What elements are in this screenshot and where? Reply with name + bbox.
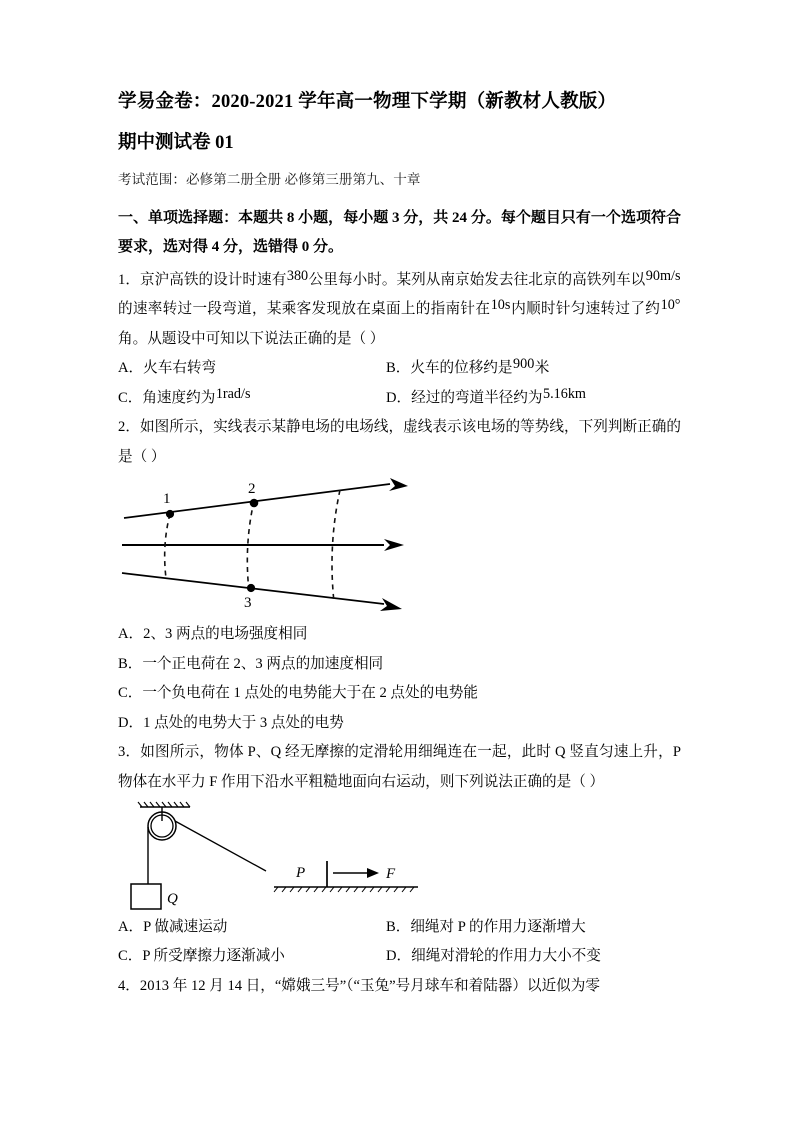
question-3-option-b[interactable] [386,913,681,942]
question-1-option-b[interactable] [386,354,681,383]
question-3-option-c[interactable] [118,942,386,971]
arrowhead-middle [384,539,404,551]
option-math: 900 [513,356,535,373]
field-point-1 [166,510,174,518]
option-label: C． [118,389,143,406]
option-text: 2、3 两点的电场强度相同 [143,626,308,643]
ceiling-support [138,802,190,807]
equipotential-line-1 [165,514,170,578]
option-label: D． [118,714,144,731]
field-point-1-label: 1 [163,491,171,508]
option-text: 细绳对 P 的作用力逐渐增大 [410,919,586,936]
force-f-arrowhead [367,868,379,878]
option-label: C． [118,685,143,702]
question-1-math-2: 90m/s [645,267,681,284]
option-text: 细绳对滑轮的作用力大小不变 [411,948,601,965]
option-text: 经过的弯道半径约为 [411,389,543,406]
option-text: P 所受摩擦力逐渐减小 [142,948,285,965]
option-text: P 做减速运动 [143,919,228,936]
option-label: A． [118,360,144,377]
option-text: 角速度约为 [142,389,216,406]
question-3-stem: 3．如图所示，物体 P、Q 经无摩擦的定滑轮用细绳连在一起，此时 Q 竖直匀速上升，P 物体在水平力 F 作用下沿水平粗糙地面向右运动，则下列说法正确的是（ ） [118,744,681,790]
option-text: 火车右转弯 [143,360,217,377]
option-math: 1rad/s [215,385,251,402]
option-label: A． [118,626,144,643]
question-1-math-1: 380 [286,267,309,284]
question-2-option-c[interactable] [118,679,681,708]
option-label: D． [386,948,412,965]
pulley-system-diagram [118,799,681,911]
field-point-3 [247,584,255,592]
field-point-2 [250,499,259,508]
exam-scope: 考试范围：必修第二册全册 必修第三册第九、十章 [118,171,421,187]
block-p-label: P [296,865,306,882]
question-1-option-d[interactable] [386,384,681,413]
question-1-math-4: 10° [660,297,681,314]
ground-surface [274,887,418,892]
question-1 [118,266,681,413]
option-label: A． [118,919,144,936]
question-2-option-b[interactable] [118,650,681,679]
question-1-option-a[interactable] [118,354,386,383]
option-text: 一个负电荷在 1 点处的电势能大于在 2 点处的电势能 [142,685,478,702]
question-2-option-a[interactable] [118,620,681,649]
question-3-option-a[interactable] [118,913,386,942]
option-text: 1 点处的电势大于 3 点处的电势 [143,714,344,731]
question-1-options [118,354,681,413]
question-4 [118,972,681,1001]
block-q [131,884,161,909]
question-1-stem-text-2: 公里每小时。某列从南京始发去往北京的高铁列车以 [308,271,646,288]
option-tail: 米 [534,360,550,377]
rope-diagonal [175,821,266,871]
arrowhead-upper [389,478,408,491]
question-2-options [118,620,681,738]
question-4-stem: 4．2013 年 12 月 14 日，“嫦娥三号”（“玉兔”号月球车和着陆器）以近似为零 [118,977,600,994]
page-title: 学易金卷：2020-2021 学年高一物理下学期（新教材人教版） [118,92,617,112]
question-1-math-3: 10s [490,297,511,314]
equipotential-line-2 [247,501,254,591]
question-1-stem-text-3: 的速率转过一段弯道，某乘客发现放在桌面上的指南针在 [118,301,491,318]
force-f-label: F [386,866,396,883]
equipotential-line-3 [332,490,340,602]
section-heading-multiple-choice: 一、单项选择题：本题共 8 小题，每小题 3 分，共 24 分。每个题目只有一个选项符合要求，选对得 4 分，选错得 0 分。 [118,210,681,256]
block-q-label: Q [167,891,178,908]
question-2 [118,413,681,738]
option-math: 5.16km [543,385,586,402]
question-1-stem-text-5: 角。从题设中可知以下说法正确的是（ ） [118,330,385,347]
option-text: 一个正电荷在 2、3 两点的加速度相同 [142,655,384,672]
field-point-3-label: 3 [244,595,252,612]
question-2-option-d[interactable] [118,709,681,738]
question-3 [118,738,681,972]
field-point-2-label: 2 [248,481,256,498]
option-label: C． [118,948,143,965]
question-3-options [118,913,681,972]
question-1-stem [118,266,681,354]
question-1-option-c[interactable] [118,384,386,413]
option-label: B． [386,919,411,936]
electric-field-lines-diagram [118,476,681,618]
question-3-option-d[interactable] [386,942,681,971]
option-label: D． [386,389,412,406]
question-1-stem-text-1: 1．京沪高铁的设计时速有 [118,271,287,288]
question-2-stem: 2．如图所示，实线表示某静电场的电场线，虚线表示该电场的等势线，下列判断正确的是（ ） [118,419,681,465]
option-text: 火车的位移约是 [410,360,513,377]
option-label: B． [386,360,411,377]
question-1-stem-text-4: 内顺时针匀速转过了约 [510,301,661,318]
option-label: B． [118,655,143,672]
page-subtitle: 期中测试卷 01 [118,132,234,153]
